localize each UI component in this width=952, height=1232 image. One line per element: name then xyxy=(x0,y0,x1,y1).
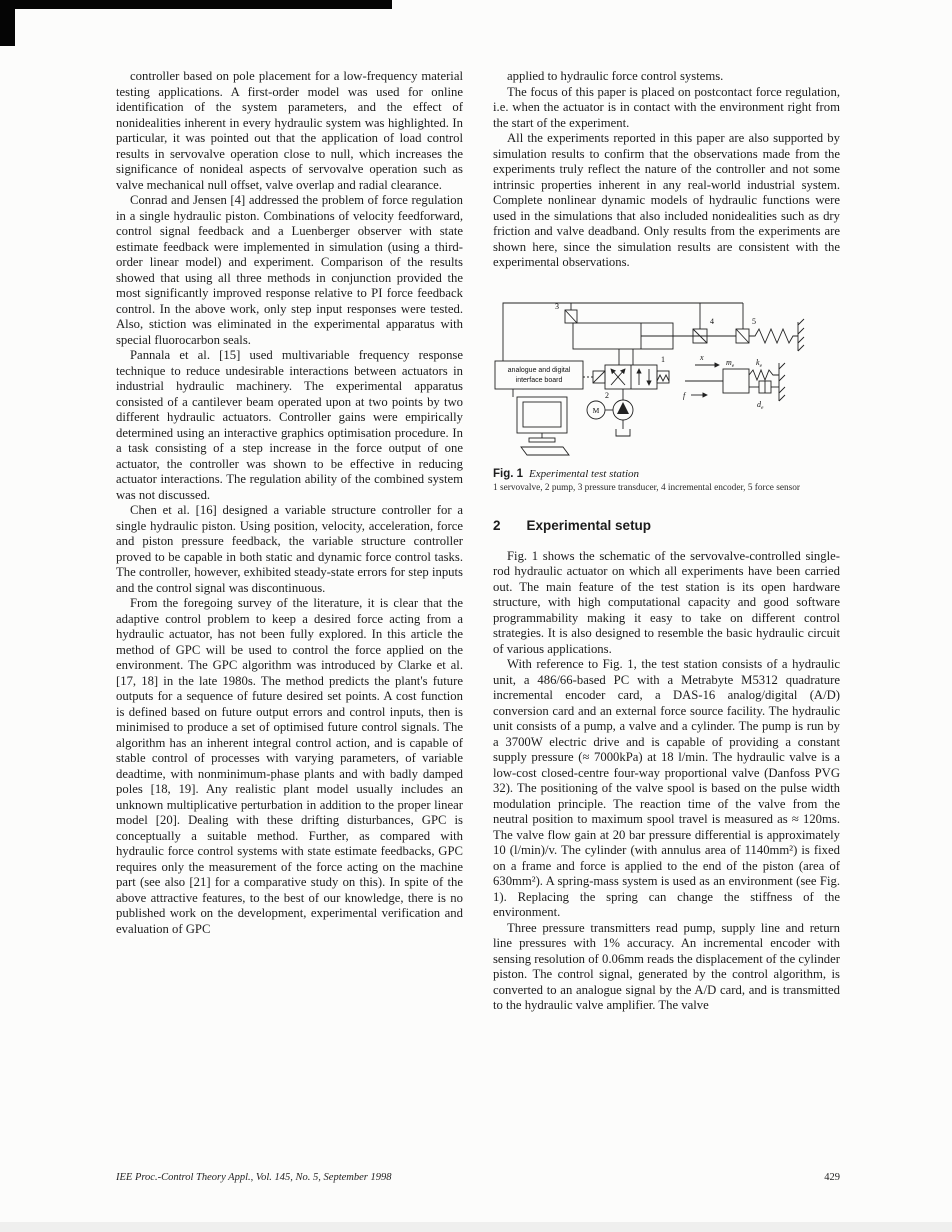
scan-artifact-top xyxy=(0,0,392,9)
callout-1-label: 1 xyxy=(661,354,665,364)
f-label: f xyxy=(683,390,686,400)
proportional-valve xyxy=(583,365,669,389)
scan-artifact-corner xyxy=(0,0,15,46)
figure-caption xyxy=(493,468,840,494)
section-title: Experimental setup xyxy=(526,517,652,533)
callout-4-label: 4 xyxy=(710,316,714,326)
section-number: 2 xyxy=(493,517,501,533)
pressure-transducer xyxy=(565,310,577,323)
environment-spring xyxy=(749,316,804,351)
paragraph: Conrad and Jensen [4] addressed the problem of force regulation in a single hydraulic piston. Combinations of velocity feedforward, control signal feedback and a Luenberger observer with state estimate feedback were implemented in simulation (using a third-order linear model) and experiment. Comparison of the results showed that using all three methods in conjunction provided the most significantly improved response relative to PI force feedback control. In the above work, only step input responses were tested. Also, stiction was eliminated in the experimental apparatus with special fluorocarbon seals. xyxy=(116,193,463,347)
computer xyxy=(513,389,569,455)
right-column-bottom-text xyxy=(493,549,840,1014)
test-station-diagram xyxy=(493,297,838,465)
left-column xyxy=(116,69,463,937)
force-sensor xyxy=(736,329,749,343)
board-label-line1: analogue and digital xyxy=(507,366,571,374)
board-label-line2: interface board xyxy=(515,376,563,384)
interface-board-box xyxy=(495,361,583,389)
pump xyxy=(613,389,633,436)
motor-label: M xyxy=(592,405,600,415)
paragraph: The focus of this paper is placed on postcontact force regulation, i.e. when the actuator is in contact with the environment right from the start of the experiment. xyxy=(493,84,840,130)
environment-model xyxy=(685,363,785,401)
callout-2-label: 2 xyxy=(605,390,609,400)
right-column xyxy=(493,69,840,1014)
x-label: x xyxy=(700,352,704,362)
figure-label: Fig. 1 xyxy=(493,467,524,480)
paragraph: Three pressure transmitters read pump, supply line and return line pressures with 1% accuracy. An incremental encoder with sensing resolution of 0.06mm reads the displacement of the cylinder piston. The control signal, generated by the control algorithm, is converted to an analogue signal by the A/D card, and is transmitted to the hydraulic valve amplifier. The valve xyxy=(493,920,840,1012)
damper-label: $d_e$ xyxy=(757,399,764,411)
hydraulic-cylinder xyxy=(573,323,736,349)
paragraph: Pannala et al. [15] used multivariable frequency response technique to reduce undesirable interactions between actuators in industrial hydraulic machinery. The experimental apparatus consisted of a cantilever beam operated upon at two points by two different hydraulic actuators. Controller gains were empirically determined using an interactive graphics optimisation procedure. In a task consisting of a step increase in the force output of one actuator, the controller was shown to be effective in reducing actuator interactions. The regulation ability of the combined system was not discussed. xyxy=(116,348,463,502)
paragraph: applied to hydraulic force control systems. xyxy=(507,69,724,83)
spring-label: $k_e$ xyxy=(756,357,763,369)
paragraph: With reference to Fig. 1, the test station consists of a hydraulic unit, a 486/66-based PC with a Metrabyte M5312 quadrature incremental encoder card, a DAS-16 analog/digital (A/D) conversion card and an external force source facility. The hydraulic unit consists of a pump, a valve and a cylinder. The pump is run by a 3700W electric drive and is capable of providing a constant supply pressure (≈ 7000kPa) at 18 l/min. The hydraulic valve is a low-cost closed-centre four-way proportional valve (Danfoss PVG 32). The positioning of the valve spool is based on the pulse width modulation principle. The reaction time of the valve from the neutral position to maximum spool travel is measured as ≈ 120ms. The valve flow gain at 20 bar pressure differential is approximately 10 (l/min)/v. The cylinder (with annulus area of 1140mm²) is fixed on a frame and force is applied to the end of the piston (area of 630mm²). A spring-mass system is used as an environment (see Fig. 1). Replacing the spring can change the stiffness of the environment. xyxy=(493,657,840,919)
callout-5-label: 5 xyxy=(752,316,756,326)
paragraph: controller based on pole placement for a low-frequency material testing applications. A first-order model was used for online identification of the system parameters, and the effect of nonidealities inherent in every hydraulic system was highlighted. In particular, it was pointed out that the application of load control results in servovalve operation close to null, which increases the significance of nonideal aspects of servovalve operation such as valve mechanical null offset, valve overlap and radial clearance. xyxy=(116,69,463,192)
page-footer xyxy=(116,1172,840,1183)
page-number: 429 xyxy=(824,1172,840,1183)
section-heading xyxy=(493,518,840,533)
figure-title: Experimental test station xyxy=(529,467,640,480)
paragraph: All the experiments reported in this paper are also supported by simulation results to confirm that the observations made from the experiments truly reflect the nature of the controller and not some intrinsic properties inherent in any real-world industrial system. Complete nonlinear dynamic models of hydraulic functions were used in the simulations that also included nonidealities such as dry friction and valve deadband. Only results from the experiments are shown here, since the simulation results are consistent with the experimental observations. xyxy=(493,131,840,269)
paragraph: Fig. 1 shows the schematic of the servovalve-controlled single-rod hydraulic actuator on which all experiments have been carried out. The main feature of the test station is its open hardware structure, with high computational capacity and good software programmability making it easy to take on different control strategies. It is also designed to resemble the basic hydraulic circuit of various applications. xyxy=(493,548,840,656)
right-column-top-text xyxy=(493,69,840,271)
paragraph: From the foregoing survey of the literature, it is clear that the adaptive control problem to keep a desired force acting from a hydraulic actuator, has not been fully explored. In this article the method of GPC will be used to control the force applied on the environment. The GPC algorithm was introduced by Clarke et al. [17, 18] in the late 1980s. The method predicts the plant's future outputs for a sequence of future desired set points. A cost function is defined based on future output errors and control inputs, then is minimised to produce a set of optimised future control signals. The algorithm has an inherent integral control action, and is capable of stable control of processes with varying parameters, of variable deadtime, with nonminimum-phase plants and with badly damped poles [18, 19]. Any realistic plant model usually includes an unknown multiplicative perturbation in addition to the proper linear model [20]. Dealing with these drifting disturbances, GPC is conceptually a suitable method. Further, as compared with hydraulic force control systems with state estimate feedbacks, GPC requires only the measurement of the force acting on the machine part (see also [21] for a comparative study on this). In spite of the above attractive features, to the best of our knowledge, there is no published work on the development, experimental verification and evaluation of GPC xyxy=(116,596,463,936)
callout-3-label: 3 xyxy=(555,301,559,311)
mass-label: $m_e$ xyxy=(726,357,735,369)
figure-legend: 1 servovalve, 2 pump, 3 pressure transducer, 4 incremental encoder, 5 force sensor xyxy=(493,482,800,493)
scan-artifact-bottom xyxy=(0,1222,952,1232)
electric-motor xyxy=(587,401,613,419)
figure-1 xyxy=(493,297,840,494)
paragraph: Chen et al. [16] designed a variable structure controller for a single hydraulic piston. Using position, velocity, acceleration, force and piston pressure feedback, the variable structure controller proved to be capable in both static and dynamic force control tasks. The controller, however, exhibited steady-state errors for step inputs and the control signal was discontinuous. xyxy=(116,503,463,595)
journal-citation: IEE Proc.-Control Theory Appl., Vol. 145, No. 5, September 1998 xyxy=(116,1172,392,1183)
